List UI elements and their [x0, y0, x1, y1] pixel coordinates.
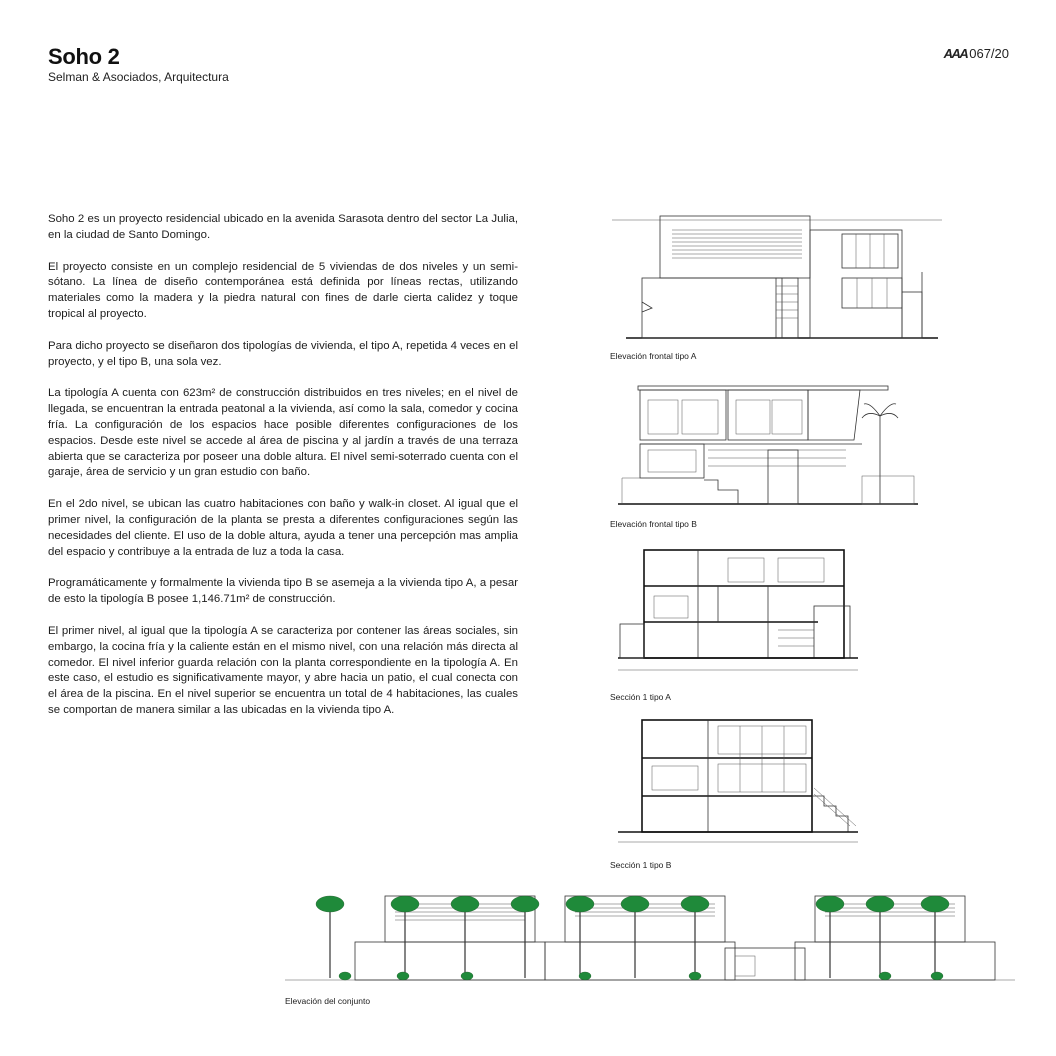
article-paragraph: Soho 2 es un proyecto residencial ubicado en la avenida Sarasota dentro del sector La Julia, en la ciudad de Santo Domingo.	[48, 213, 518, 241]
caption-elevacion-conjunto: Elevación del conjunto	[285, 996, 371, 1006]
page-title: Soho 2	[48, 44, 120, 69]
article-paragraph: La tipología A cuenta con 623m² de construcción distribuidos en tres niveles; en el nivel de llegada, se encuentran la entrada peatonal a la vivienda, así como la sala, comedor y cocina fría. La configuración de los espacios hace posible diferentes configuraciones de los espacios. Desde este nivel se accede al área de piscina y al jardín a través de una terraza abierta que se caracteriza por poseer una doble altura. El nivel semi-soterrado cuenta con el garaje, área de servicio y un gran estudio con baño.	[48, 387, 518, 479]
caption-seccion-a: Sección 1 tipo A	[610, 692, 671, 702]
page-subtitle: Selman & Asociados, Arquitectura	[48, 70, 229, 84]
issue-number-text: 067/20	[969, 46, 1009, 61]
caption-seccion-b: Sección 1 tipo B	[610, 860, 672, 870]
article-paragraph: El proyecto consiste en un complejo residencial de 5 viviendas de dos niveles y un semi-sótano. La línea de diseño contemporánea está definida por líneas rectas, utilizando materiales como la madera y la piedra natural con fines de darle cierta calidez y toque tropical al proyecto.	[48, 260, 518, 320]
drawing-elevacion-frontal-b	[618, 380, 918, 508]
article-paragraph: Para dicho proyecto se diseñaron dos tipologías de vivienda, el tipo A, repetida 4 veces en el proyecto, y el tipo B, una sola vez.	[48, 339, 518, 368]
article-paragraph: El primer nivel, al igual que la tipología A se caracteriza por contener las áreas sociales, sin embargo, la cocina fría y la caliente están en el mismo nivel, con una relación más directa al comedor. El nivel inferior guarda relación con la planta correspondiente en la tipología A. En este caso, el estudio es significativamente mayor, y abre hacia un patio, el cual conecta con el área de la piscina. En el nivel superior se encuentra un total de 4 habitaciones, las cuales se comportan de manera similar a las ubicadas en la vivienda tipo A.	[48, 624, 518, 716]
drawing-elevacion-conjunto	[285, 888, 1015, 988]
caption-elevacion-frontal-a: Elevación frontal tipo A	[610, 351, 697, 361]
drawing-seccion-b	[618, 716, 858, 846]
caption-elevacion-frontal-b: Elevación frontal tipo B	[610, 519, 697, 529]
issue-number	[944, 46, 1009, 61]
article-paragraph: En el 2do nivel, se ubican las cuatro habitaciones con baño y walk-in closet. Al igual que el primer nivel, la configuración de la planta se presta a diferentes configuraciones según las necesidades del cliente. El uso de la doble altura, ayuda a tener una percepción mas amplia del espacio y contribuye a la entrada de luz a toda la casa.	[48, 498, 518, 558]
drawing-elevacion-frontal-a	[612, 212, 942, 342]
magazine-logo: AAA	[943, 46, 968, 61]
drawing-seccion-a	[618, 546, 858, 676]
article-paragraph: Programáticamente y formalmente la vivienda tipo B se asemeja a la vivienda tipo A, a pesar de esto la tipología B posee 1,146.71m² de construcción.	[48, 577, 518, 606]
article-body	[48, 212, 518, 735]
